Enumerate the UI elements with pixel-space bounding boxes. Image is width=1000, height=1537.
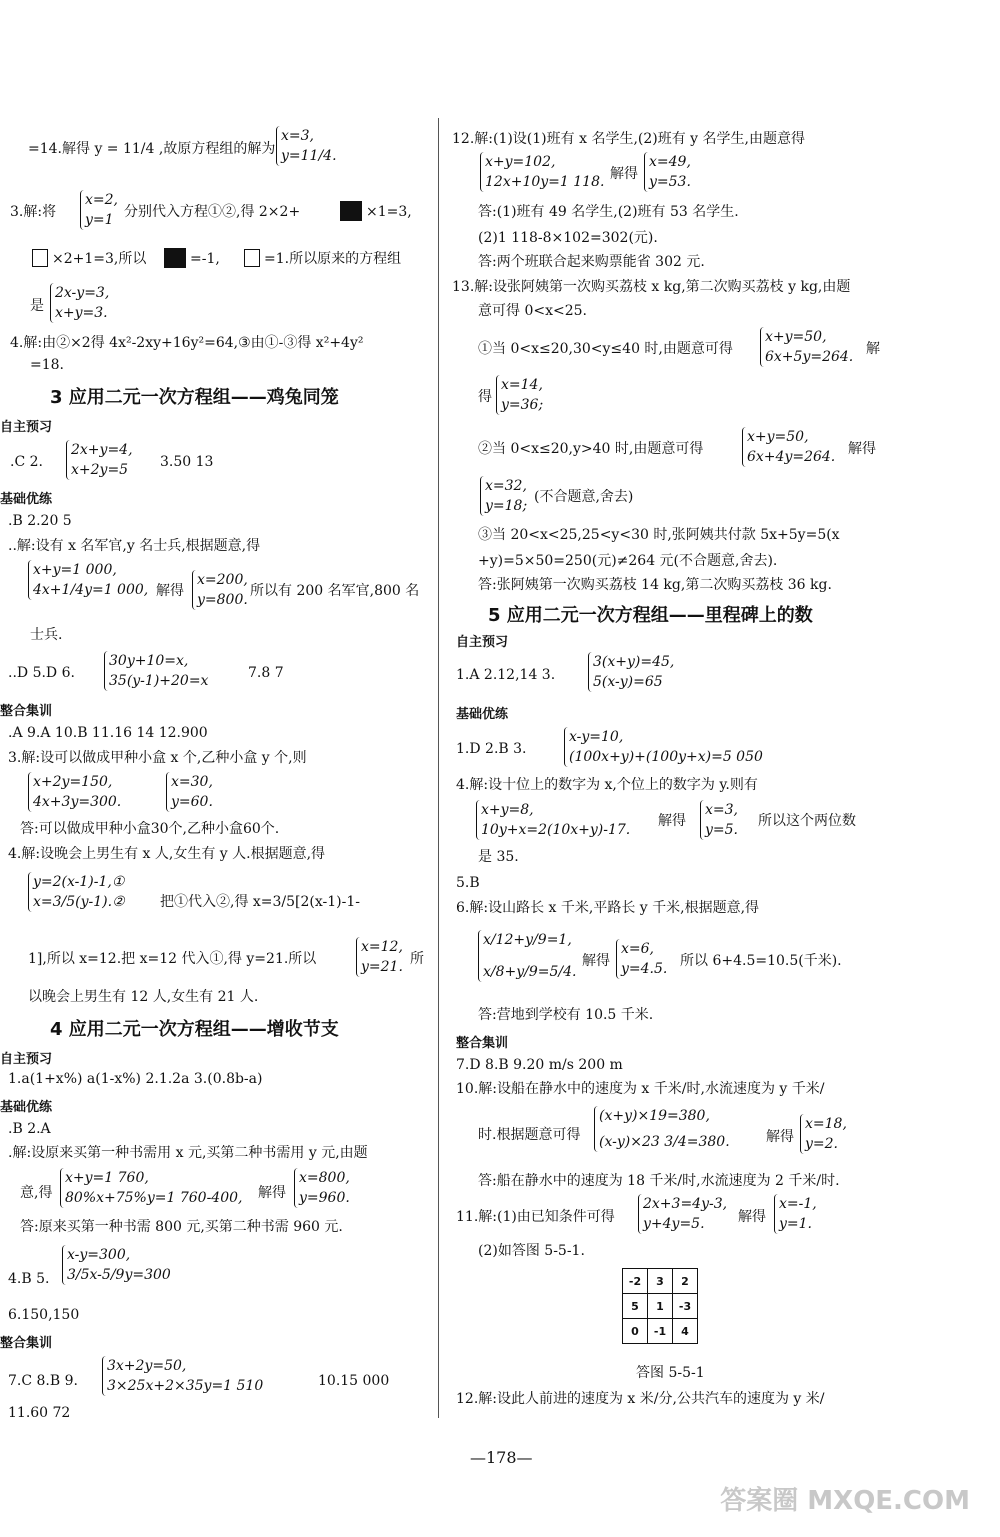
equation: y=2. <box>805 1136 838 1152</box>
equation: y=21. <box>361 959 403 975</box>
equation: y=18; <box>485 498 528 514</box>
equation-system <box>588 652 674 692</box>
equation: x-y=300, <box>67 1247 131 1263</box>
equation: y=1. <box>779 1216 812 1232</box>
text-line: 1],所以 x=12.把 x=12 代入①,得 y=21.所以 <box>28 951 317 967</box>
text-line: 解得 <box>258 1185 286 1201</box>
text-line: (2)如答图 5-5-1. <box>478 1243 585 1259</box>
text-line: 3.50 13 <box>160 454 214 470</box>
text-line: 意可得 0<x<25. <box>478 303 587 319</box>
equation: 10y+x=2(10x+y)-17. <box>481 822 631 838</box>
text-line: 7.D 8.B 9.20 m/s 200 m <box>456 1057 623 1073</box>
text-line: 所以有 200 名军官,800 名 <box>250 583 420 599</box>
equation: x=49, <box>649 154 691 170</box>
subsection-title: 整合集训 <box>456 1036 509 1051</box>
equation-system <box>480 476 527 516</box>
equation: x/8+y/9=5/4. <box>483 964 577 980</box>
equation-system <box>644 152 691 192</box>
text-line: .C 2. <box>10 454 43 470</box>
text-line: 意,得 <box>20 1185 53 1201</box>
equation-system <box>80 190 118 230</box>
text-line: .解:设原来买第一种书需用 x 元,买第二种书需用 y 元,由题 <box>8 1145 368 1161</box>
text-line: 解得 <box>738 1209 766 1225</box>
text-line: 所以这个两位数 <box>758 813 856 829</box>
black-square-icon <box>340 201 362 221</box>
grid-cell: 4 <box>673 1319 698 1344</box>
text-line: 答:张阿姨第一次购买荔枝 14 kg,第二次购买荔枝 36 kg. <box>478 577 832 593</box>
equation-system <box>28 772 121 812</box>
equation: y=11/4. <box>281 148 337 164</box>
column-divider <box>438 118 439 1418</box>
text-line: +y)=5×50=250(元)≠264 元(不合题意,舍去). <box>478 553 778 569</box>
text-line: 6.150,150 <box>8 1307 80 1323</box>
text-line: (2)1 118-8×102=302(元). <box>478 230 658 246</box>
text-line: 得 <box>478 389 492 405</box>
text-line: 4.解:设晚会上男生有 x 人,女生有 y 人.根据题意,得 <box>8 846 326 862</box>
equation-system <box>480 152 604 192</box>
equation: 5(x-y)=65 <box>593 674 663 690</box>
equation-system <box>66 440 133 480</box>
subsection-title: 自主预习 <box>0 1052 53 1067</box>
section-title: 4 应用二元一次方程组——增收节支 <box>50 1019 339 1040</box>
equation-system <box>104 651 208 691</box>
page-number: —178— <box>470 1448 533 1467</box>
equation-system <box>356 937 403 977</box>
text-line: 7.8 7 <box>248 665 284 681</box>
text-line: 解得 <box>610 166 638 182</box>
equation: y=5. <box>705 822 738 838</box>
equation: y=60. <box>171 794 213 810</box>
equation-system <box>60 1168 242 1208</box>
grid-cell: -3 <box>673 1294 698 1319</box>
equation: (x+y)×19=380, <box>599 1108 710 1124</box>
equation-system <box>192 570 248 610</box>
text-line: 1.A 2.12,14 3. <box>456 667 556 683</box>
text-line: 4.解:设十位上的数字为 x,个位上的数字为 y.则有 <box>456 777 758 793</box>
text-line: 把①代入②,得 x=3/5[2(x-1)-1- <box>160 894 361 910</box>
equation-system <box>50 283 109 323</box>
equation: x=14, <box>501 377 543 393</box>
text-line: 1.a(1+x%) a(1-x%) 2.1.2a 3.(0.8b-a) <box>8 1071 263 1087</box>
equation-system <box>774 1194 817 1234</box>
equation: 2x-y=3, <box>55 285 110 301</box>
equation: x=30, <box>171 774 213 790</box>
equation-system <box>276 126 337 166</box>
black-square-icon <box>164 248 186 268</box>
equation-system <box>166 772 213 812</box>
text-line: 解得 <box>582 953 610 969</box>
equation: x+y=3. <box>55 305 108 321</box>
equation-system <box>800 1114 847 1154</box>
text-line: ×1=3, <box>366 204 412 220</box>
text-line: 3.解:设可以做成甲种小盒 x 个,乙种小盒 y 个,则 <box>8 750 307 766</box>
equation: x=32, <box>485 478 527 494</box>
text-line: ..解:设有 x 名军官,y 名士兵,根据题意,得 <box>8 538 261 554</box>
grid-cell: -1 <box>648 1319 673 1344</box>
text-line: 以晚会上男生有 12 人,女生有 21 人. <box>28 989 259 1005</box>
equation: y=36; <box>501 397 544 413</box>
equation-system <box>760 327 853 367</box>
equation: x=3/5(y-1).② <box>33 894 125 910</box>
equation: 3x+2y=50, <box>107 1358 187 1374</box>
equation: x+2y=150, <box>33 774 113 790</box>
subsection-title: 整合集训 <box>0 704 53 719</box>
equation: 2x+3=4y-3, <box>643 1196 728 1212</box>
equation: x+y=50, <box>747 429 809 445</box>
text-line: 7.C 8.B 9. <box>8 1373 78 1389</box>
text-line: ③当 20<x<25,25<y<30 时,张阿姨共付款 5x+5y=5(x <box>478 527 840 543</box>
text-line: 答:可以做成甲种小盒30个,乙种小盒60个. <box>20 821 280 837</box>
subsection-title: 自主预习 <box>0 420 53 435</box>
subsection-title: 自主预习 <box>456 635 509 650</box>
equation: y+4y=5. <box>643 1216 705 1232</box>
text-line: 所 <box>410 951 424 967</box>
equation: x+y=1 000, <box>33 562 117 578</box>
text-line: 13.解:设张阿姨第一次购买荔枝 x kg,第二次购买荔枝 y kg,由题 <box>452 279 851 295</box>
equation: y=53. <box>649 174 691 190</box>
text-line: =14.解得 y = 11/4 ,故原方程组的解为 <box>28 141 276 157</box>
equation: 3(x+y)=45, <box>593 654 675 670</box>
watermark-logo: 答案圈 MXQE.COM <box>720 1486 970 1516</box>
text-line: 10.解:设船在静水中的速度为 x 千米/时,水流速度为 y 千米/ <box>456 1081 825 1097</box>
subsection-title: 整合集训 <box>0 1336 53 1351</box>
text-line: 12.解:设此人前进的速度为 x 米/分,公共汽车的速度为 y 米/ <box>456 1391 825 1407</box>
equation-system <box>294 1168 350 1208</box>
text-line: 答:两个班联合起来购票能省 302 元. <box>478 254 705 270</box>
text-line: 6.解:设山路长 x 千米,平路长 y 千米,根据题意,得 <box>456 900 760 916</box>
equation: x/12+y/9=1, <box>483 932 572 948</box>
equation-system <box>28 560 148 600</box>
text-line: 答:营地到学校有 10.5 千米. <box>478 1007 654 1023</box>
equation: x+y=1 760, <box>65 1170 149 1186</box>
equation: x=6, <box>621 941 654 957</box>
text-line: 5.B <box>456 875 480 891</box>
grid-cell: 0 <box>623 1319 648 1344</box>
equation: x=12, <box>361 939 403 955</box>
equation: y=4.5. <box>621 961 668 977</box>
equation: y=960. <box>299 1190 350 1206</box>
subsection-title: 基础优练 <box>0 492 53 507</box>
equation-system <box>496 375 543 415</box>
empty-square-icon <box>244 249 260 267</box>
empty-square-icon <box>32 249 48 267</box>
grid-cell: 1 <box>648 1294 673 1319</box>
text-line: 士兵. <box>30 627 63 643</box>
equation-system <box>28 872 125 912</box>
equation: x+y=8, <box>481 802 534 818</box>
equation: (x-y)×23 3/4=380. <box>599 1134 730 1150</box>
magic-square-grid <box>622 1268 698 1344</box>
equation: x=2, <box>85 192 118 208</box>
grid-cell: 3 <box>648 1269 673 1294</box>
equation-system <box>594 1106 730 1152</box>
equation: x+2y=5 <box>71 462 129 478</box>
equation-system <box>102 1356 263 1396</box>
equation: 80%x+75%y=1 760-400, <box>65 1190 243 1206</box>
text-line: 解 <box>866 341 880 357</box>
equation: x=800, <box>299 1170 350 1186</box>
text-line: 1.D 2.B 3. <box>456 741 527 757</box>
text-line: ①当 0<x≤20,30<y≤40 时,由题意可得 <box>478 341 733 357</box>
text-line: 分别代入方程①②,得 2×2+ <box>124 204 301 220</box>
text-line: 解得 <box>658 813 686 829</box>
equation: x=200, <box>197 572 248 588</box>
equation-system <box>638 1194 727 1234</box>
text-line: 是 35. <box>478 849 519 865</box>
text-line: 所以 6+4.5=10.5(千米). <box>680 953 842 969</box>
equation: 3/5x-5/9y=300 <box>67 1267 171 1283</box>
text-line: =-1, <box>190 251 220 267</box>
equation: x=3, <box>705 802 738 818</box>
equation-system <box>700 800 738 840</box>
equation: x=-1, <box>779 1196 817 1212</box>
equation: 6x+5y=264. <box>765 349 854 365</box>
text-line: =18. <box>30 357 64 373</box>
text-line: 4.B 5. <box>8 1271 50 1287</box>
text-line: 时.根据题意可得 <box>478 1127 581 1143</box>
equation: x+y=102, <box>485 154 556 170</box>
text-line: .B 2.A <box>8 1121 51 1137</box>
text-line: ②当 0<x≤20,y>40 时,由题意可得 <box>478 441 704 457</box>
equation: x-y=10, <box>569 729 624 745</box>
equation: y=2(x-1)-1,① <box>33 874 125 890</box>
equation: y=1 <box>85 212 114 228</box>
text-line: 解得 <box>156 583 184 599</box>
equation: 4x+1/4y=1 000, <box>33 582 149 598</box>
text-line: ..D 5.D 6. <box>8 665 75 681</box>
text-line: 解得 <box>848 441 876 457</box>
text-line: (不合题意,舍去) <box>534 489 634 505</box>
equation: 4x+3y=300. <box>33 794 122 810</box>
grid-cell: 5 <box>623 1294 648 1319</box>
equation: x=3, <box>281 128 314 144</box>
equation: 2x+y=4, <box>71 442 133 458</box>
text-line: 4.解:由②×2得 4x²-2xy+16y²=64,③由①-③得 x²+4y² <box>10 335 364 351</box>
equation-system <box>616 939 667 979</box>
equation: 12x+10y=1 118. <box>485 174 605 190</box>
text-line: .A 9.A 10.B 11.16 14 12.900 <box>8 725 208 741</box>
grid-cell: 2 <box>673 1269 698 1294</box>
equation-system <box>478 930 577 982</box>
equation: (100x+y)+(100y+x)=5 050 <box>569 749 763 765</box>
grid-cell: -2 <box>623 1269 648 1294</box>
equation-system <box>564 727 763 767</box>
equation: x+y=50, <box>765 329 827 345</box>
figure-caption: 答图 5-5-1 <box>636 1365 705 1381</box>
equation: 35(y-1)+20=x <box>109 673 209 689</box>
section-title: 3 应用二元一次方程组——鸡兔同笼 <box>50 387 339 408</box>
text-line: 11.解:(1)由已知条件可得 <box>456 1209 615 1225</box>
equation: 30y+10=x, <box>109 653 189 669</box>
equation-system <box>742 427 835 467</box>
equation: 3×25x+2×35y=1 510 <box>107 1378 264 1394</box>
text-line: 解得 <box>766 1129 794 1145</box>
text-line: 答:(1)班有 49 名学生,(2)班有 53 名学生. <box>478 204 739 220</box>
text-line: 答:原来买第一种书需 800 元,买第二种书需 960 元. <box>20 1219 343 1235</box>
equation: 6x+4y=264. <box>747 449 836 465</box>
subsection-title: 基础优练 <box>0 1100 53 1115</box>
equation-system <box>62 1245 171 1285</box>
text-line: 是 <box>30 298 44 314</box>
text-line: 答:船在静水中的速度为 18 千米/时,水流速度为 2 千米/时. <box>478 1173 840 1189</box>
text-line: 3.解:将 <box>10 204 57 220</box>
subsection-title: 基础优练 <box>456 707 509 722</box>
text-line: 11.60 72 <box>8 1405 71 1421</box>
text-line: .B 2.20 5 <box>8 513 72 529</box>
text-line: 10.15 000 <box>318 1373 390 1389</box>
text-line: 12.解:(1)设(1)班有 x 名学生,(2)班有 y 名学生,由题意得 <box>452 131 805 147</box>
equation: y=800. <box>197 592 248 608</box>
text-line: ×2+1=3,所以 <box>52 251 147 267</box>
equation-system <box>476 800 630 840</box>
equation: x=18, <box>805 1116 847 1132</box>
section-title: 5 应用二元一次方程组——里程碑上的数 <box>488 605 813 626</box>
text-line: =1.所以原来的方程组 <box>264 251 402 267</box>
